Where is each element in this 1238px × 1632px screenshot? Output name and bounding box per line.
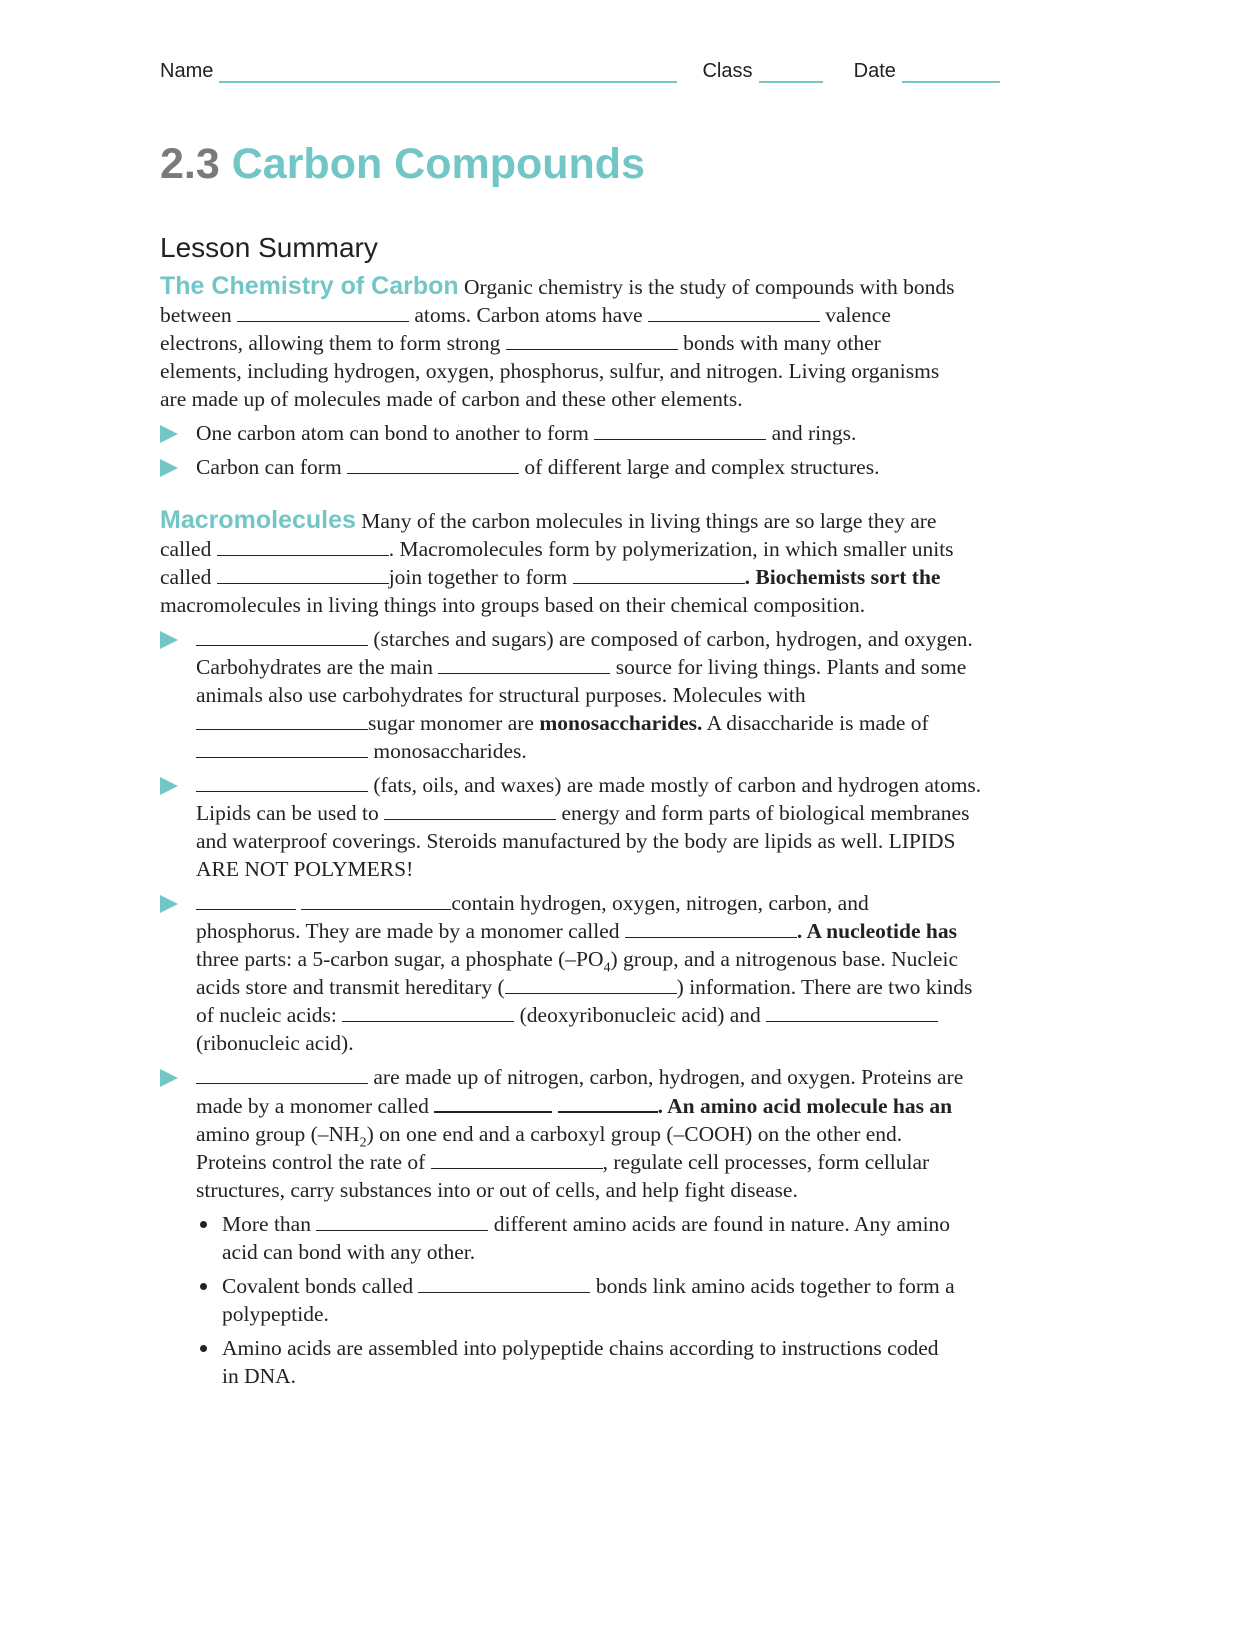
text: of nucleic acids: bbox=[196, 1003, 337, 1027]
dot-bullet-icon bbox=[200, 1221, 207, 1228]
triangle-bullet-icon bbox=[160, 1069, 178, 1087]
text: ARE NOT POLYMERS! bbox=[196, 857, 414, 881]
lesson-summary-heading: Lesson Summary bbox=[160, 232, 378, 263]
text: , regulate cell processes, form cellular bbox=[602, 1150, 930, 1174]
nucleic-acids-item bbox=[160, 889, 1030, 1057]
chemistry-section bbox=[160, 272, 1030, 481]
section-number: 2.3 bbox=[160, 140, 220, 188]
text: 2 bbox=[359, 1135, 367, 1151]
text: ) on one end and a carboxyl group (–COOH) on the other end. bbox=[366, 1122, 903, 1146]
text: source for living things. Plants and some bbox=[615, 655, 967, 679]
blank-field[interactable] bbox=[384, 799, 556, 820]
blank-field[interactable] bbox=[196, 889, 296, 910]
blank-field[interactable] bbox=[316, 1210, 488, 1231]
list-item bbox=[196, 1210, 1030, 1266]
blank-field[interactable] bbox=[418, 1272, 590, 1293]
name-label: Name bbox=[160, 60, 214, 82]
text: (fats, oils, and waxes) are made mostly of carbon and hydrogen atoms. bbox=[373, 773, 982, 797]
chemistry-heading: The Chemistry of Carbon bbox=[160, 272, 459, 300]
proteins-item bbox=[160, 1063, 1030, 1390]
text: and waterproof coverings. Steroids manufactured by the body are lipids as well. LIPIDS bbox=[196, 829, 956, 853]
blank-field[interactable] bbox=[196, 709, 368, 730]
carbohydrates-item bbox=[160, 625, 1030, 765]
text: called bbox=[160, 565, 212, 589]
text: are made up of nitrogen, carbon, hydrogen, and oxygen. Proteins are bbox=[373, 1065, 964, 1089]
blank-field[interactable] bbox=[625, 917, 797, 938]
date-field[interactable] bbox=[902, 61, 1000, 83]
blank-field[interactable] bbox=[196, 1063, 368, 1084]
blank-field[interactable] bbox=[196, 737, 368, 758]
class-label: Class bbox=[702, 60, 753, 82]
lipids-item bbox=[160, 771, 1030, 883]
text: Lipids can be used to bbox=[196, 801, 379, 825]
text: made by a monomer called bbox=[196, 1094, 429, 1118]
text: . An amino acid molecule has an bbox=[657, 1094, 953, 1118]
text: structures, carry substances into or out of cells, and help fight disease. bbox=[196, 1178, 798, 1202]
list-item bbox=[196, 1334, 1030, 1390]
text: valence bbox=[825, 303, 891, 327]
text: bonds link amino acids together to form a bbox=[595, 1274, 955, 1298]
text: acid can bond with any other. bbox=[222, 1240, 476, 1264]
worksheet-header bbox=[160, 60, 1000, 83]
text: A disaccharide is made of bbox=[706, 711, 929, 735]
text: Carbon can form bbox=[196, 455, 342, 479]
text: Carbohydrates are the main bbox=[196, 655, 434, 679]
text: ) information. There are two kinds bbox=[676, 975, 973, 999]
text: Proteins control the rate of bbox=[196, 1150, 426, 1174]
triangle-bullet-icon bbox=[160, 459, 178, 477]
blank-field[interactable] bbox=[217, 563, 389, 584]
text: (deoxyribonucleic acid) and bbox=[519, 1003, 761, 1027]
text: macromolecules in living things into groups based on their chemical composition. bbox=[160, 593, 866, 617]
text: Many of the carbon molecules in living things are so large they are bbox=[361, 509, 937, 533]
text: monosaccharides. bbox=[373, 739, 527, 763]
text: monosaccharides. bbox=[539, 711, 703, 735]
blank-field[interactable] bbox=[196, 625, 368, 646]
text: 4 bbox=[603, 960, 611, 976]
text: bonds with many other bbox=[683, 331, 881, 355]
date-label: Date bbox=[853, 60, 896, 82]
text: amino group (–NH bbox=[196, 1122, 360, 1146]
blank-field[interactable] bbox=[237, 301, 409, 322]
text: ) group, and a nitrogenous base. Nucleic bbox=[610, 947, 958, 971]
blank-field[interactable] bbox=[573, 563, 745, 584]
section-title: Carbon Compounds bbox=[231, 140, 645, 188]
dot-bullet-icon bbox=[200, 1345, 207, 1352]
triangle-bullet-icon bbox=[160, 895, 178, 913]
text: of different large and complex structures. bbox=[524, 455, 880, 479]
text: electrons, allowing them to form strong bbox=[160, 331, 501, 355]
list-item bbox=[160, 419, 1030, 447]
blank-field[interactable] bbox=[196, 771, 368, 792]
text: Organic chemistry is the study of compounds with bonds bbox=[464, 275, 955, 299]
blank-field[interactable] bbox=[434, 1091, 552, 1113]
blank-field[interactable] bbox=[505, 973, 677, 994]
text: . A nucleotide has bbox=[796, 919, 957, 943]
text: phosphorus. They are made by a monomer called bbox=[196, 919, 620, 943]
name-field[interactable] bbox=[219, 61, 677, 83]
blank-field[interactable] bbox=[506, 329, 678, 350]
text: join together to form bbox=[388, 565, 568, 589]
text: polypeptide. bbox=[222, 1302, 329, 1326]
text: three parts: a 5-carbon sugar, a phosphate (–PO bbox=[196, 947, 604, 971]
blank-field[interactable] bbox=[648, 301, 820, 322]
text: called bbox=[160, 537, 212, 561]
text: atoms. Carbon atoms have bbox=[414, 303, 643, 327]
text: between bbox=[160, 303, 232, 327]
blank-field[interactable] bbox=[766, 1001, 938, 1022]
blank-field[interactable] bbox=[342, 1001, 514, 1022]
class-field[interactable] bbox=[759, 61, 823, 83]
macromolecules-paragraph bbox=[160, 506, 1030, 619]
macromolecules-section bbox=[160, 506, 1030, 1390]
text: animals also use carbohydrates for structural purposes. Molecules with bbox=[196, 683, 806, 707]
text: Amino acids are assembled into polypeptide chains according to instructions coded bbox=[222, 1336, 939, 1360]
text: . Macromolecules form by polymerization, in which smaller units bbox=[388, 537, 954, 561]
macromolecules-heading: Macromolecules bbox=[160, 506, 356, 534]
text: Covalent bonds called bbox=[222, 1274, 414, 1298]
blank-field[interactable] bbox=[438, 653, 610, 674]
page-title bbox=[160, 140, 645, 189]
text: in DNA. bbox=[222, 1364, 297, 1388]
text: different amino acids are found in nature. Any amino bbox=[493, 1212, 951, 1236]
text: are made up of molecules made of carbon and these other elements. bbox=[160, 387, 743, 411]
blank-field[interactable] bbox=[347, 453, 519, 474]
blank-field[interactable] bbox=[431, 1148, 603, 1169]
text: and rings. bbox=[771, 421, 857, 445]
text: . Biochemists sort the bbox=[744, 565, 941, 589]
triangle-bullet-icon bbox=[160, 777, 178, 795]
text: elements, including hydrogen, oxygen, phosphorus, sulfur, and nitrogen. Living organisms bbox=[160, 359, 940, 383]
text: More than bbox=[222, 1212, 311, 1236]
text: One carbon atom can bond to another to form bbox=[196, 421, 589, 445]
blank-field[interactable] bbox=[558, 1091, 658, 1113]
list-item bbox=[160, 453, 1030, 481]
text: (starches and sugars) are composed of carbon, hydrogen, and oxygen. bbox=[373, 627, 973, 651]
list-item bbox=[196, 1272, 1030, 1328]
text: sugar monomer are bbox=[368, 711, 534, 735]
text: acids store and transmit hereditary ( bbox=[196, 975, 505, 999]
blank-field[interactable] bbox=[217, 535, 389, 556]
dot-bullet-icon bbox=[200, 1283, 207, 1290]
triangle-bullet-icon bbox=[160, 631, 178, 649]
blank-field[interactable] bbox=[594, 419, 766, 440]
text: (ribonucleic acid). bbox=[196, 1031, 354, 1055]
triangle-bullet-icon bbox=[160, 425, 178, 443]
text: energy and form parts of biological membranes bbox=[561, 801, 970, 825]
blank-field[interactable] bbox=[301, 889, 451, 910]
chemistry-paragraph bbox=[160, 272, 1030, 413]
text: contain hydrogen, oxygen, nitrogen, carbon, and bbox=[451, 891, 869, 915]
